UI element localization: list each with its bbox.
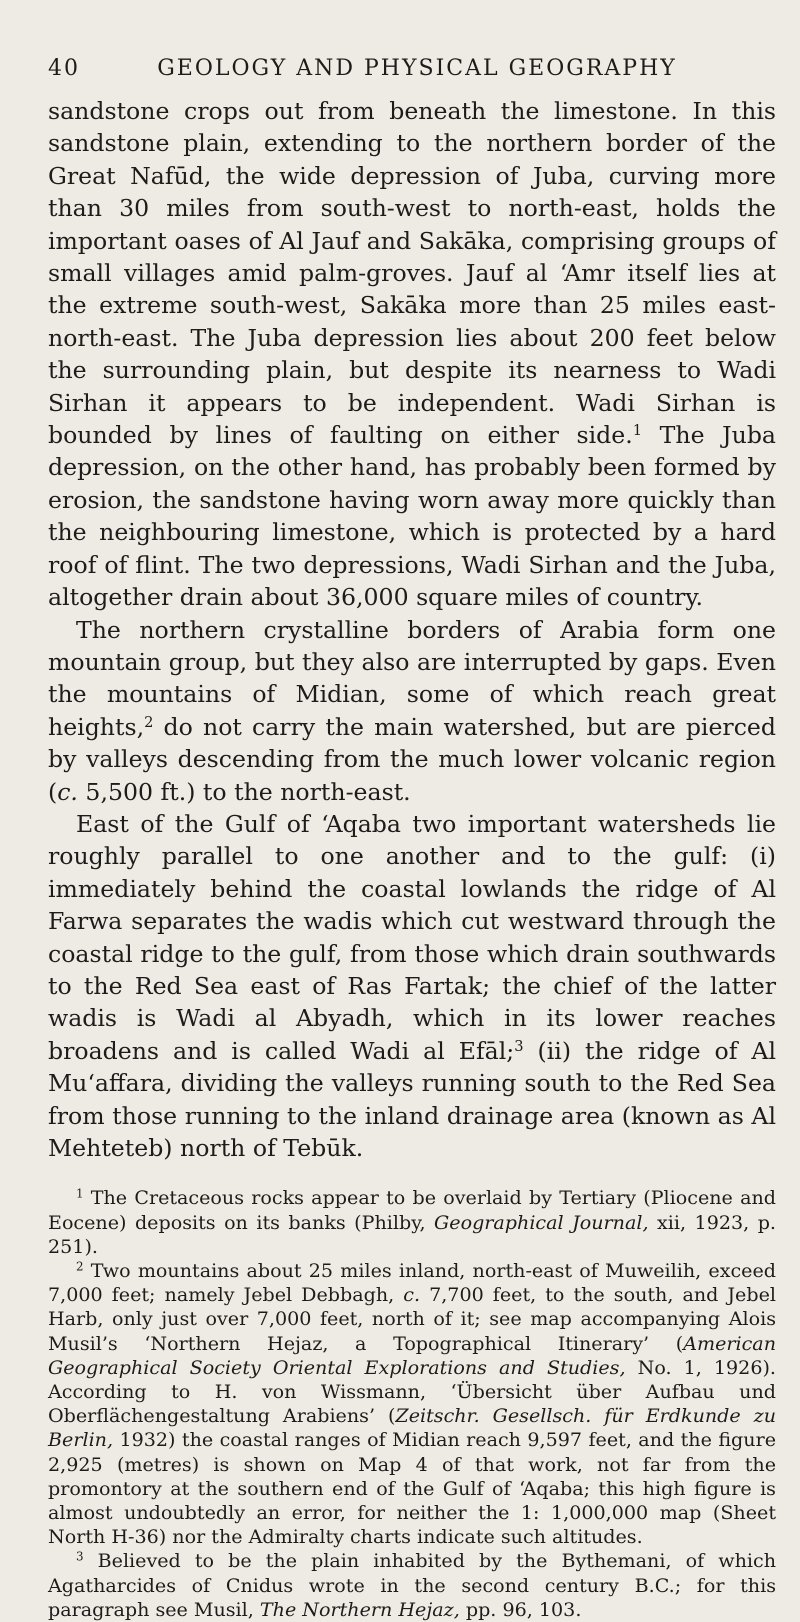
footnote-1-text-a: The Cretaceous rocks appear to be overlaid by Tertiary (Pliocene and Eocene) deposits on its banks (Philby, bbox=[48, 1186, 776, 1234]
footnote-ref-3: 3 bbox=[514, 1037, 524, 1055]
footnote-1-journal: Geographical Journal, bbox=[434, 1210, 649, 1234]
footnote-3-italic-1: The Northern Hejaz, bbox=[259, 1597, 460, 1621]
footnote-2-text-b: 7,700 feet, to the south, and Jebel Harb, only just over 7,000 feet, north of it; see map accompanying Alois Musil’s ‘Northern Hejaz, a Topographical Itinerary’ ( bbox=[48, 1283, 776, 1355]
footnote-2-italic-3: Zeitschr. Gesellsch. für Erdkunde zu Berlin, bbox=[48, 1404, 776, 1452]
body-text bbox=[48, 95, 776, 1164]
paragraph-1-text-b: The Juba depression, on the other hand, has probably been formed by erosion, the sandstone having worn away more quickly than the neighbouring limestone, which is protected by a hard roof of flint. The two depressions, Wadi Sirhan and the Juba, altogether drain about 36,000 square miles of country. bbox=[48, 421, 776, 612]
footnote-3-text-c: pp. 96, 103. bbox=[459, 1597, 582, 1621]
paragraph-3 bbox=[48, 808, 776, 1164]
footnote-2-italic-2: American Geographical Society Oriental Explorations and Studies, bbox=[48, 1331, 776, 1379]
paragraph-2 bbox=[48, 614, 776, 808]
footnotes bbox=[48, 1186, 776, 1622]
footnote-2-text-c: No. 1, 1926). According to H. von Wissmann, ‘Übersicht über Aufbau und Oberflächengestaltung Arabiens’ ( bbox=[48, 1355, 776, 1428]
footnote-3-mark: 3 bbox=[76, 1549, 84, 1564]
running-head: GEOLOGY AND PHYSICAL GEOGRAPHY bbox=[157, 56, 677, 81]
page-header bbox=[48, 56, 776, 81]
footnote-1-mark: 1 bbox=[76, 1186, 84, 1201]
footnote-3-text-a: Believed to be the plain inhabited by the Bythemani, of which Agatharcides of Cnidus wrote in the second century bbox=[48, 1549, 776, 1597]
footnote-ref-2: 2 bbox=[144, 713, 154, 731]
paragraph-2-text-a: The northern crystalline borders of Arabia form one mountain group, but they also are interrupted by gaps. Even the mountains of Midian, some of which reach great heights, bbox=[48, 615, 776, 741]
footnote-2-text-a: Two mountains about 25 miles inland, north-east of Muweilih, exceed 7,000 feet; namely Jebel Debbagh, bbox=[48, 1259, 776, 1307]
page-number: 40 bbox=[48, 56, 80, 81]
footnote-2-text-d: 1932) the coastal ranges of Midian reach 9,597 feet, and the figure 2,925 (metres) is shown on Map 4 of that work, not far from the promontory at the southern end of the Gulf of ‘Aqaba; this high figure is almost undoubtedly an error, for neither the 1: 1,000,000 map (Sheet North H-36) nor the Admiralty charts indicate such altitudes. bbox=[48, 1428, 776, 1549]
footnote-3-text-b: ; for this paragraph see Musil, bbox=[48, 1573, 776, 1621]
footnote-2-italic-1: c. bbox=[403, 1283, 421, 1307]
paragraph-1 bbox=[48, 95, 776, 614]
paragraph-1-text-a: sandstone crops out from beneath the limestone. In this sandstone plain, extending to the northern border of the Great Nafūd, the wide depression of Juba, curving more than 30 miles from south-west to north-east, holds the important oases of Al Jauf and Sakāka, comprising groups of small villages amid palm-groves. Jauf al ‘Amr itself lies at the extreme south-west, Sakāka more than 25 miles east-north-east. The Juba depression lies about 200 feet below the surrounding plain, but despite its nearness to Wadi Sirhan it appears to be independent. Wadi Sirhan is bounded by lines of faulting on either side. bbox=[48, 97, 776, 450]
paragraph-3-text-b: (ii) the ridge of Al Mu‘affara, dividing the valleys running south to the Red Sea from those running to the inland drainage area (known as Al Mehteteb) north of Tebūk. bbox=[48, 1036, 776, 1162]
paragraph-3-text-a: East of the Gulf of ‘Aqaba two important watersheds lie roughly parallel to one another and to the gulf: (i) immediately behind the coastal lowlands the ridge of Al Farwa separates the wadis which cut westward through the coastal ridge to the gulf, from those which drain southwards to the Red Sea east of Ras Fartak; the chief of the latter wadis is Wadi al Abyadh, which in its lower reaches broadens and is called Wadi al Efāl; bbox=[48, 809, 776, 1065]
footnote-3 bbox=[48, 1549, 776, 1622]
paragraph-2-text-d: 5,500 ft.) to the north-east. bbox=[77, 777, 411, 806]
footnote-3-era: B.C. bbox=[634, 1573, 675, 1597]
footnote-2-mark: 2 bbox=[76, 1259, 84, 1274]
footnote-ref-1: 1 bbox=[632, 422, 643, 440]
paragraph-2-text-b: do not carry the main watershed, but are pierced by valleys descending from the much lower volcanic region ( bbox=[48, 712, 776, 806]
circa-abbrev: c. bbox=[57, 777, 78, 806]
footnote-1 bbox=[48, 1186, 776, 1259]
footnote-2 bbox=[48, 1259, 776, 1549]
footnote-1-text-b: xii, 1923, p. 251). bbox=[48, 1210, 776, 1258]
